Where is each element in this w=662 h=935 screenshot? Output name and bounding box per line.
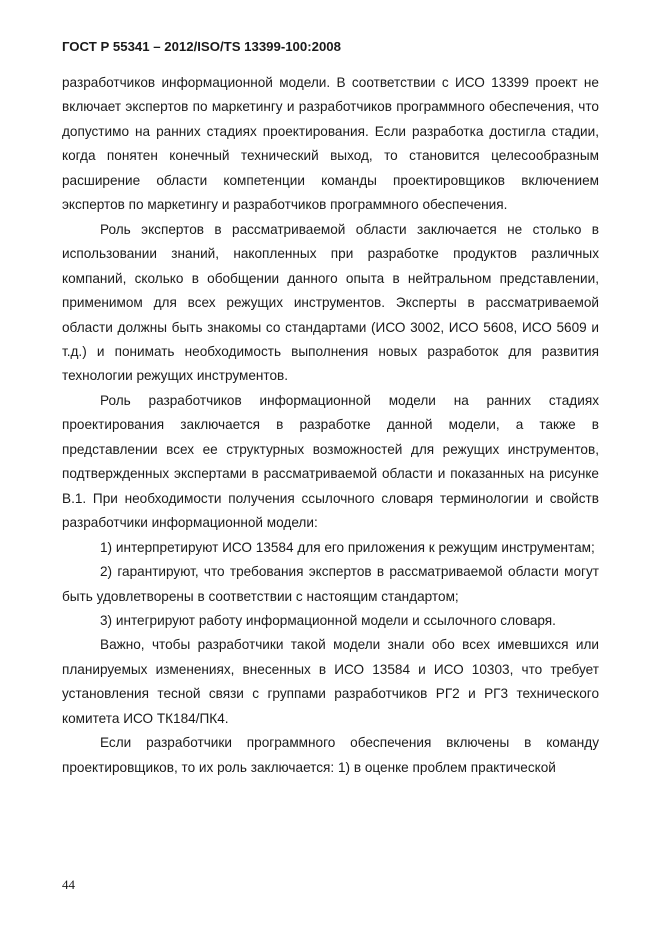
paragraph-model-developers-role: Роль разработчиков информационной модели на ранних стадиях проектирования заключается в разработке данной модели, а также в представлении всех ее структурных возможностей для режущих инструментов, подтвержденных экспертами в рассматриваемой области и показанных на рисунке В.1. При необходимости получения ссылочного словаря терминологии и свойств разработчики информационной модели: (62, 392, 599, 531)
list-item-3: 3) интегрируют работу информационной модели и ссылочного словаря. (100, 612, 556, 628)
list-item-2: 2) гарантируют, что требования экспертов в рассматриваемой области могут быть удовлетворены в соответствии с настоящим стандартом; (62, 564, 599, 604)
paragraph-experts-role: Роль экспертов в рассматриваемой области заключается не столько в использовании знаний, накопленных при разработке продуктов различных компаний, сколько в обобщении данного опыта в нейтральном представлении, применимом для всех режущих инструментов. Эксперты в рассматриваемой области должны быть знакомы со стандартами (ИСО 3002, ИСО 5608, ИСО 5609 и т.д.) и понимать необходимость выполнения новых разработок для развития технологии режущих инструментов. (62, 221, 599, 384)
page-number: 44 (62, 877, 75, 892)
paragraph-software-developers: Если разработчики программного обеспечения включены в команду проектировщиков, то их роль заключается: 1) в оценке проблем практической (62, 735, 599, 775)
paragraph-important-note: Важно, чтобы разработчики такой модели знали обо всех имевшихся или планируемых изменениях, внесенных в ИСО 13584 и ИСО 10303, что требует установления тесной связи с группами разработчиков РГ2 и РГ3 технического комитета ИСО ТК184/ПК4. (62, 637, 599, 726)
document-body (62, 71, 599, 780)
paragraph-continuation: разработчиков информационной модели. В соответствии с ИСО 13399 проект не включает экспертов по маркетингу и разработчиков программного обеспечения, что допустимо на ранних стадиях проектирования. Если разработка достигла стадии, когда понятен конечный технический выход, то становится целесообразным расширение области компетенции команды проектировщиков включением экспертов по маркетингу и разработчиков программного обеспечения. (62, 75, 599, 213)
document-header: ГОСТ Р 55341 – 2012/ISO/TS 13399-100:2008 (62, 39, 341, 54)
list-item-1: 1) интерпретируют ИСО 13584 для его приложения к режущим инструментам; (100, 539, 595, 555)
